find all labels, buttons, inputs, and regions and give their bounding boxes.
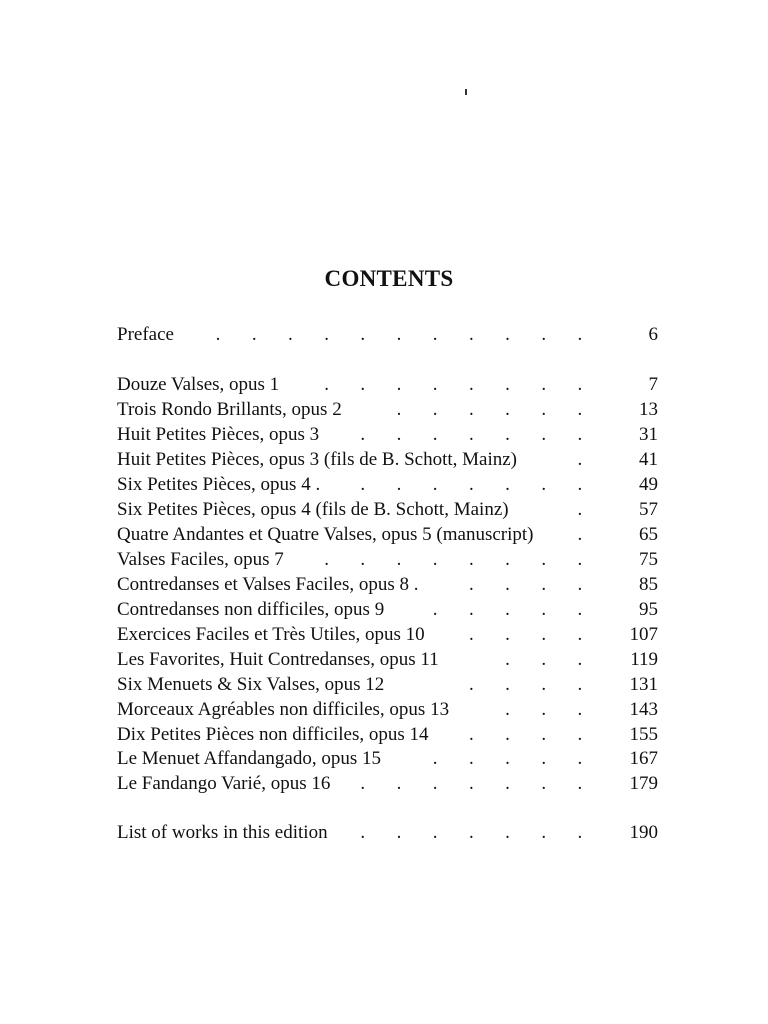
toc-entry[interactable] (117, 622, 658, 648)
leader-dot: . (541, 599, 547, 620)
leader-dot: . (396, 773, 402, 794)
leader-dot: . (432, 324, 438, 345)
leader-dot: . (251, 324, 257, 345)
toc-entry-title: Douze Valses, opus 1 (117, 374, 280, 395)
leader-dot: . (577, 649, 583, 670)
toc-entry-title: Valses Faciles, opus 7 (117, 549, 284, 570)
leader-dot: . (468, 424, 474, 445)
leader-dot: . (432, 424, 438, 445)
toc-entry-title: Le Fandango Varié, opus 16 (117, 773, 331, 794)
toc-entry-page: 119 (630, 649, 658, 670)
leader-dot: . (360, 374, 366, 395)
leader-dot: . (468, 374, 474, 395)
leader-dot: . (432, 399, 438, 420)
leader-dot: . (396, 374, 402, 395)
leader-dot: . (215, 324, 221, 345)
leader-dot: . (468, 624, 474, 645)
leader-dot: . (541, 624, 547, 645)
toc-entry-page: 155 (629, 724, 658, 745)
leader-dot: . (505, 724, 510, 745)
leader-dot: . (468, 674, 474, 695)
toc-entry[interactable] (117, 697, 658, 723)
leader-dot: . (360, 424, 366, 445)
leader-dot: . (360, 549, 366, 570)
toc-entry-title: Six Menuets & Six Valses, opus 12 (117, 674, 385, 695)
leader-dot: . (541, 822, 547, 843)
leader-dots (117, 322, 598, 348)
leader-dot: . (541, 699, 547, 720)
toc-entry-title: Dix Petites Pièces non difficiles, opus 14 (117, 724, 429, 745)
toc-entry-page: 7 (648, 374, 658, 395)
toc-entry[interactable] (117, 472, 658, 498)
leader-dot: . (432, 822, 438, 843)
toc-entry-page: 131 (629, 674, 658, 695)
leader-dot: . (468, 748, 474, 769)
leader-dot: . (541, 474, 547, 495)
leader-dot: . (577, 574, 583, 595)
leader-dot: . (360, 324, 366, 345)
leader-dot: . (577, 524, 583, 545)
toc-entry-page: 6 (648, 324, 658, 345)
leader-dot: . (577, 748, 583, 769)
leader-dot: . (577, 724, 583, 745)
leader-dot: . (541, 399, 547, 420)
leader-dot: . (432, 374, 438, 395)
leader-dot: . (577, 549, 583, 570)
toc-entry-title: Trois Rondo Brillants, opus 2 (117, 399, 342, 420)
leader-dot: . (541, 424, 547, 445)
leader-dot: . (577, 499, 583, 520)
toc-entry[interactable] (117, 497, 658, 523)
leader-dot: . (541, 374, 547, 395)
toc-entry-page: 179 (629, 773, 658, 794)
leader-dot: . (505, 549, 510, 570)
leader-dot: . (577, 449, 583, 470)
toc-entry-page: 107 (629, 624, 658, 645)
toc-entry[interactable] (117, 547, 658, 573)
toc-entry-list-of-works[interactable] (117, 820, 658, 846)
toc-entry-page: 143 (629, 699, 658, 720)
leader-dot: . (541, 549, 547, 570)
toc-entry-title: Six Petites Pièces, opus 4 (fils de B. Schott, Mainz) (117, 499, 509, 520)
leader-dot: . (541, 748, 547, 769)
toc-entry-title: Le Menuet Affandangado, opus 15 (117, 748, 382, 769)
toc-entry-title: Quatre Andantes et Quatre Valses, opus 5 (manuscript) (117, 524, 534, 545)
toc-entry[interactable] (117, 672, 658, 698)
toc-entry-preface[interactable] (117, 322, 658, 348)
leader-dot: . (541, 574, 547, 595)
leader-dot: . (468, 474, 474, 495)
leader-dot: . (541, 773, 547, 794)
toc-entry-page: 75 (639, 549, 658, 570)
leader-dot: . (505, 399, 510, 420)
leader-dot: . (468, 773, 474, 794)
toc-entry[interactable] (117, 746, 658, 772)
toc-entry-page: 41 (639, 449, 658, 470)
toc-entry[interactable] (117, 422, 658, 448)
toc-entry-title: Les Favorites, Huit Contredanses, opus 11 (117, 649, 439, 670)
leader-dot: . (541, 674, 547, 695)
toc-entry[interactable] (117, 647, 658, 673)
toc-entry-title: Exercices Faciles et Très Utiles, opus 10 (117, 624, 425, 645)
leader-dot: . (360, 822, 366, 843)
leader-dot: . (324, 549, 329, 570)
leader-dot: . (396, 424, 402, 445)
toc-entry-page: 190 (629, 822, 658, 843)
leader-dot: . (505, 748, 510, 769)
leader-dot: . (505, 773, 510, 794)
leader-dot: . (505, 649, 510, 670)
toc-entry-page: 13 (639, 399, 658, 420)
toc-entry[interactable] (117, 572, 658, 598)
leader-dot: . (505, 599, 510, 620)
leader-dot: . (468, 724, 474, 745)
leader-dot: . (432, 773, 438, 794)
leader-dot: . (468, 574, 474, 595)
toc-entry-title: Preface (117, 324, 174, 345)
toc-entry[interactable] (117, 372, 658, 398)
toc-entry-title: Huit Petites Pièces, opus 3 (fils de B. Schott, Mainz) (117, 449, 518, 470)
leader-dot: . (505, 624, 510, 645)
leader-dot: . (577, 324, 583, 345)
toc-entry[interactable] (117, 771, 658, 797)
toc-entry[interactable] (117, 522, 658, 548)
leader-dot: . (541, 724, 547, 745)
toc-entry-page: 65 (639, 524, 658, 545)
toc-entry[interactable] (117, 397, 658, 423)
leader-dot: . (468, 549, 474, 570)
leader-dot: . (468, 822, 474, 843)
toc-entry-title: Morceaux Agréables non difficiles, opus 13 (117, 699, 450, 720)
leader-dot: . (505, 374, 510, 395)
leader-dot: . (505, 574, 510, 595)
toc-entry[interactable] (117, 722, 658, 748)
toc-entry-title: Six Petites Pièces, opus 4 . (117, 474, 321, 495)
leader-dot: . (577, 424, 583, 445)
leader-dot: . (505, 324, 510, 345)
leader-dot: . (541, 324, 547, 345)
leader-dot: . (396, 399, 402, 420)
leader-dot: . (541, 649, 547, 670)
leader-dot: . (505, 822, 510, 843)
leader-dot: . (577, 773, 583, 794)
leader-dot: . (396, 549, 402, 570)
leader-dot: . (577, 674, 583, 695)
toc-entry-page: 57 (639, 499, 658, 520)
leader-dot: . (432, 549, 438, 570)
leader-dot: . (505, 674, 510, 695)
toc-entry-title: Huit Petites Pièces, opus 3 (117, 424, 320, 445)
page-title: CONTENTS (324, 266, 454, 291)
toc-entry-title: Contredanses non difficiles, opus 9 (117, 599, 385, 620)
leader-dot: . (577, 399, 583, 420)
toc-entry-page: 95 (639, 599, 658, 620)
toc-entry-title: Contredanses et Valses Faciles, opus 8 . (117, 574, 419, 595)
leader-dot: . (505, 474, 510, 495)
toc-entry[interactable] (117, 447, 658, 473)
toc-entry-page: 49 (639, 474, 658, 495)
toc-entry-page: 85 (639, 574, 658, 595)
toc-entry[interactable] (117, 597, 658, 623)
leader-dot: . (577, 624, 583, 645)
toc-entry-title: List of works in this edition (117, 822, 328, 843)
leader-dot: . (577, 699, 583, 720)
toc-entry-page: 167 (629, 748, 658, 769)
leader-dot: . (468, 599, 474, 620)
leader-dot: . (288, 324, 293, 345)
leader-dot: . (505, 424, 510, 445)
leader-dot: . (505, 699, 510, 720)
leader-dot: . (432, 474, 438, 495)
leader-dot: . (468, 324, 474, 345)
leader-dot: . (468, 399, 474, 420)
leader-dot: . (324, 374, 329, 395)
leader-dot: . (360, 773, 366, 794)
toc-entry-page: 31 (639, 424, 658, 445)
leader-dot: . (360, 474, 366, 495)
leader-dot: . (577, 599, 583, 620)
leader-dot: . (396, 822, 402, 843)
leader-dot: . (577, 374, 583, 395)
leader-dot: . (577, 822, 583, 843)
leader-dot: . (432, 599, 438, 620)
leader-dot: . (577, 474, 583, 495)
leader-dot: . (396, 474, 402, 495)
page-mark (465, 89, 467, 95)
leader-dot: . (396, 324, 402, 345)
leader-dot: . (432, 748, 438, 769)
leader-dot: . (324, 324, 329, 345)
